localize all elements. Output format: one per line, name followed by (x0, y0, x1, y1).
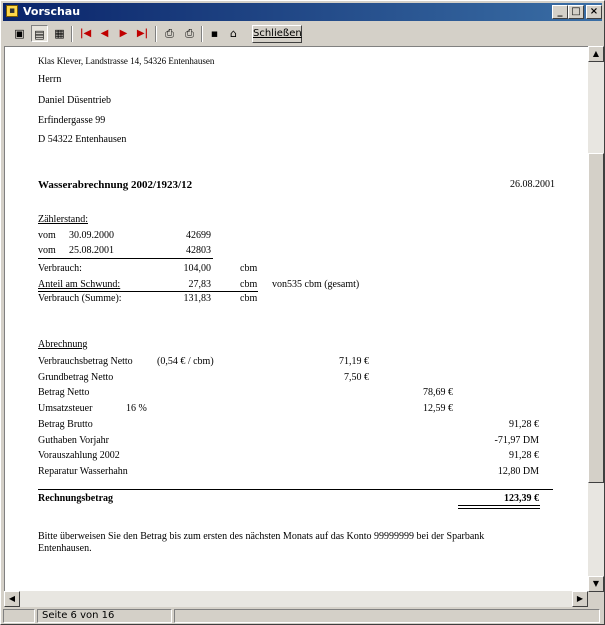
meter-from-label: vom (38, 230, 56, 241)
minimize-button[interactable]: _ (552, 5, 568, 19)
share-unit: cbm (240, 279, 258, 290)
app-icon: ▪ (6, 5, 18, 17)
repair-label: Reparatur Wasserhahn (38, 466, 128, 477)
rule (38, 489, 553, 490)
vat-value: 12,59 € (423, 403, 453, 414)
sender-line: Klas Klever, Landstrasse 14, 54326 Entenhausen (38, 56, 215, 66)
recipient-city: D 54322 Entenhausen (38, 134, 127, 145)
scroll-corner (588, 592, 604, 608)
single-page-icon[interactable]: ▣ (14, 27, 25, 40)
separator (201, 26, 203, 42)
print-icon[interactable]: ⎙ (185, 27, 194, 40)
credit-value: -71,97 DM (494, 435, 539, 446)
recipient-name: Daniel Düsentrieb (38, 95, 112, 106)
multi-page-icon[interactable]: ▦ (54, 27, 65, 40)
billing-heading: Abrechnung (38, 339, 88, 350)
maximize-button[interactable]: □ (568, 5, 584, 19)
gross-label: Betrag Brutto (38, 419, 93, 430)
horizontal-scrollbar[interactable] (4, 591, 588, 607)
consumption-net-value: 71,19 € (339, 356, 369, 367)
vat-rate: 16 % (126, 403, 147, 414)
total-consumption-label: Verbrauch (Summe): (38, 293, 122, 304)
credit-label: Guthaben Vorjahr (38, 435, 110, 446)
separator (155, 26, 157, 42)
double-rule-bottom (458, 508, 540, 509)
scroll-up-icon[interactable]: ▲ (588, 46, 604, 62)
save-icon[interactable]: ▪ (210, 27, 219, 40)
meter-from-date: 30.09.2000 (69, 230, 114, 241)
total-consumption-value: 131,83 (183, 293, 211, 304)
prepayment-label: Vorauszahlung 2002 (38, 450, 120, 461)
status-panel-empty (174, 609, 600, 623)
double-rule-top (458, 505, 540, 506)
printer-setup-icon[interactable]: ⎙ (165, 27, 174, 40)
base-net-value: 7,50 € (344, 372, 369, 383)
scroll-left-icon[interactable]: ◀ (4, 591, 20, 607)
invoice-label: Rechnungsbetrag (38, 493, 114, 504)
title-bar[interactable] (3, 3, 602, 21)
meter-to-date: 25.08.2001 (69, 245, 114, 256)
open-folder-icon[interactable]: ⌂ (230, 27, 237, 40)
share-label: Anteil am Schwund: (38, 279, 121, 290)
amount-net-value: 78,69 € (423, 387, 453, 398)
vertical-scrollbar[interactable] (588, 46, 604, 592)
meter-to-label: vom (38, 245, 56, 256)
scroll-down-icon[interactable]: ▼ (588, 576, 604, 592)
subject-line: Wasserabrechnung 2002/1923/12 (38, 179, 193, 191)
invoice-value: 123,39 € (504, 493, 539, 504)
share-note: von535 cbm (gesamt) (272, 279, 360, 290)
page-indicator: Seite 6 von 16 (37, 609, 172, 623)
amount-net-label: Betrag Netto (38, 387, 90, 398)
status-bar (3, 608, 602, 624)
rule (38, 291, 258, 292)
vat-label: Umsatzsteuer (38, 403, 93, 414)
close-window-button[interactable]: × (586, 5, 602, 19)
rule (38, 258, 213, 259)
next-page-icon[interactable]: ▶ (119, 28, 128, 39)
total-consumption-unit: cbm (240, 293, 258, 304)
scroll-right-icon[interactable]: ▶ (572, 591, 588, 607)
close-preview-button[interactable]: Schließen (252, 25, 302, 43)
base-net-label: Grundbetrag Netto (38, 372, 114, 383)
consumption-label: Verbrauch: (38, 263, 82, 274)
share-value: 27,83 (188, 279, 211, 290)
preview-page (4, 46, 589, 592)
gross-value: 91,28 € (509, 419, 539, 430)
meter-to-value: 42803 (186, 245, 211, 256)
repair-value: 12,80 DM (497, 466, 539, 477)
consumption-net-label: Verbrauchsbetrag Netto (38, 356, 133, 367)
consumption-value: 104,00 (183, 263, 211, 274)
meter-from-value: 42699 (186, 230, 211, 241)
recipient-street: Erfindergasse 99 (38, 115, 106, 126)
consumption-unit: cbm (240, 263, 258, 274)
toolbar (3, 23, 602, 45)
document (5, 47, 589, 592)
page-width-icon[interactable]: ▤ (31, 25, 48, 42)
window-title: Vorschau (23, 5, 81, 18)
vertical-scroll-thumb[interactable] (588, 153, 604, 483)
meter-heading: Zählerstand: (38, 214, 88, 225)
first-page-icon[interactable]: |◀ (79, 28, 92, 39)
last-page-icon[interactable]: ▶| (136, 28, 149, 39)
status-panel-empty (3, 609, 35, 623)
rate: (0,54 € / cbm) (157, 356, 214, 367)
payment-note-line1: Bitte überweisen Sie den Betrag bis zum ersten des nächsten Monats auf das Konto 99999999 bei der Sparbank (38, 531, 485, 542)
previous-page-icon[interactable]: ◀ (100, 28, 109, 39)
payment-note-line2: Entenhausen. (38, 543, 92, 554)
prepayment-value: 91,28 € (509, 450, 539, 461)
separator (71, 26, 73, 42)
document-date: 26.08.2001 (510, 179, 555, 190)
recipient-salutation: Herrn (38, 74, 62, 85)
